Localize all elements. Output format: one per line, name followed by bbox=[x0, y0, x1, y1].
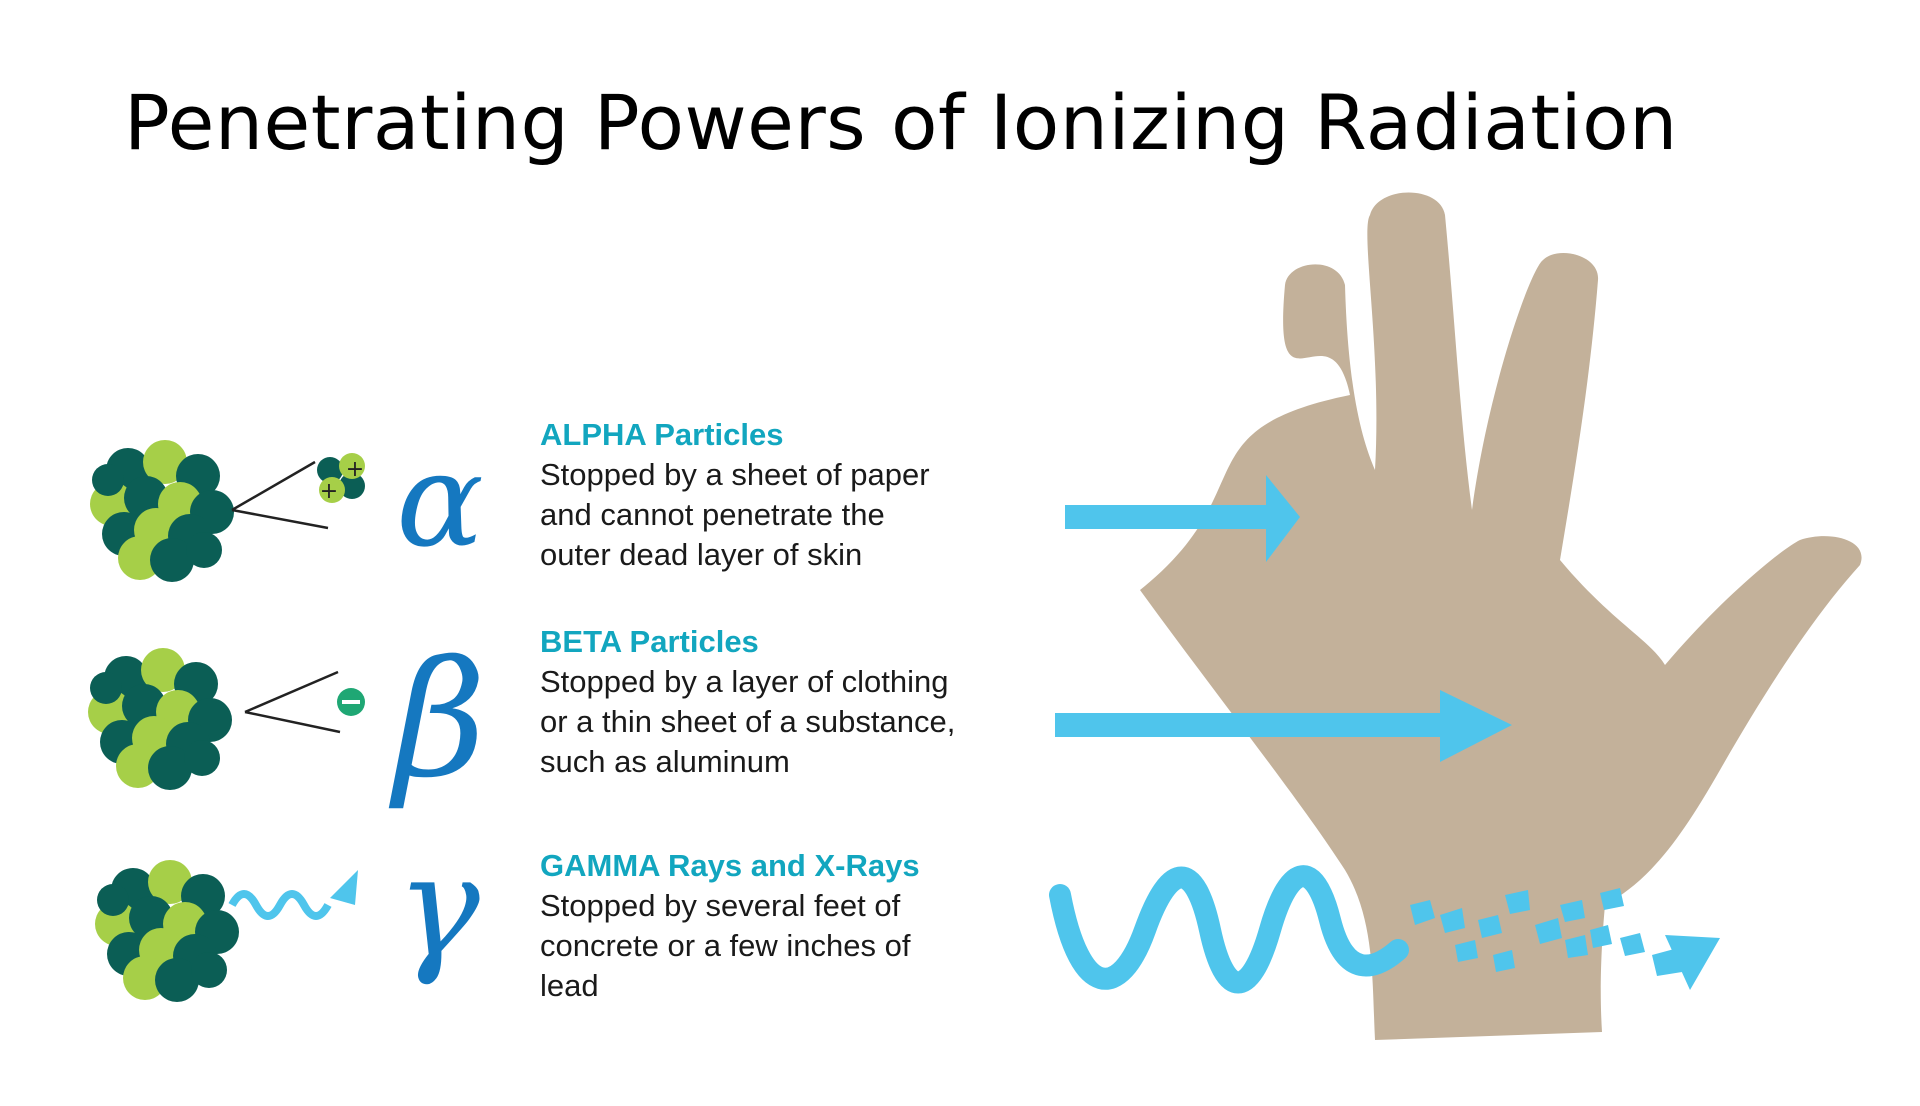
beta-description-block bbox=[540, 622, 1060, 782]
gamma-symbol: γ bbox=[396, 826, 480, 989]
hand-icon bbox=[1140, 193, 1862, 1041]
alpha-symbol: α bbox=[396, 424, 484, 576]
beta-description: Stopped by a layer of clothing or a thin sheet of a substance, such as aluminum bbox=[540, 664, 956, 779]
beta-heading: BETA Particles bbox=[540, 624, 759, 659]
gamma-heading: GAMMA Rays and X-Rays bbox=[540, 848, 920, 883]
beta-emission-lines bbox=[245, 672, 340, 732]
beta-source-nucleus-icon bbox=[88, 648, 232, 790]
svg-text:+: + bbox=[319, 479, 339, 504]
alpha-source-nucleus-icon bbox=[90, 440, 234, 582]
electron-icon bbox=[337, 688, 365, 716]
alpha-description: Stopped by a sheet of paper and cannot penetrate the outer dead layer of skin bbox=[540, 457, 930, 572]
gamma-description-block bbox=[540, 846, 1060, 1006]
svg-text:+: + bbox=[345, 457, 365, 482]
alpha-emission-lines bbox=[232, 462, 328, 528]
alpha-heading: ALPHA Particles bbox=[540, 417, 784, 452]
gamma-source-nucleus-icon bbox=[95, 860, 239, 1002]
page-title: Penetrating Powers of Ionizing Radiation bbox=[124, 78, 1678, 167]
beta-symbol: β bbox=[393, 626, 487, 813]
alpha-description-block bbox=[540, 415, 1060, 575]
alpha-particle-icon bbox=[317, 453, 365, 504]
wavy-arrow-icon bbox=[232, 870, 358, 916]
gamma-description: Stopped by several feet of concrete or a few inches of lead bbox=[540, 888, 911, 1003]
